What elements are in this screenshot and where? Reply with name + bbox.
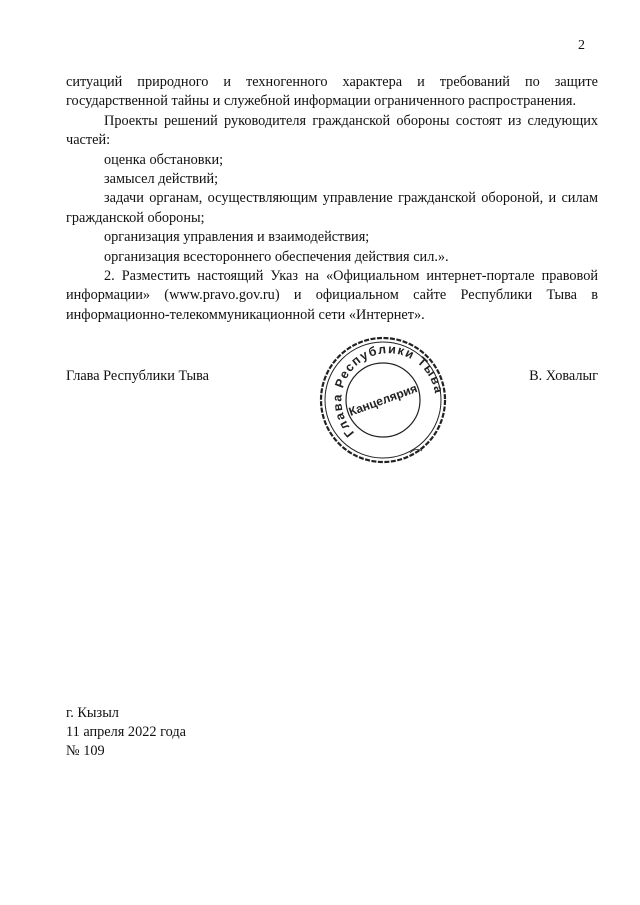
document-footer	[66, 704, 186, 761]
paragraph: ситуаций природного и техногенного характера и требований по защите государственной тайны и служебной информации ограниченного распространения.	[66, 74, 598, 110]
paragraph: 2. Разместить настоящий Указ на «Официальном интернет-портале правовой информации» (www.pravo.gov.ru) и официальном сайте Республики Тыва в информационно-телекоммуникационной сети «Интернет».	[66, 268, 598, 323]
seal-inner-text: Канцелярия	[346, 381, 420, 419]
page-number: 2	[578, 38, 585, 53]
official-seal	[318, 335, 448, 465]
signer-title: Глава Республики Тыва	[66, 368, 209, 384]
list-item: организация управления и взаимодействия;	[104, 229, 370, 246]
document-body	[66, 73, 598, 325]
list-item: задачи органам, осуществляющим управление гражданской обороной, и силам гражданской обороны;	[66, 190, 598, 226]
document-number: № 109	[66, 743, 105, 759]
city: г. Кызыл	[66, 705, 119, 721]
list-item: замысел действий;	[104, 171, 219, 188]
signer-name: В. Ховалыг	[529, 368, 598, 384]
list-item: организация всестороннего обеспечения действия сил.».	[104, 248, 449, 265]
list-item: оценка обстановки;	[104, 151, 224, 168]
date: 11 апреля 2022 года	[66, 724, 186, 740]
paragraph: Проекты решений руководителя гражданской обороны состоят из следующих частей:	[66, 112, 598, 149]
seal-outer-text: Глава Республики Тыва	[330, 342, 447, 440]
